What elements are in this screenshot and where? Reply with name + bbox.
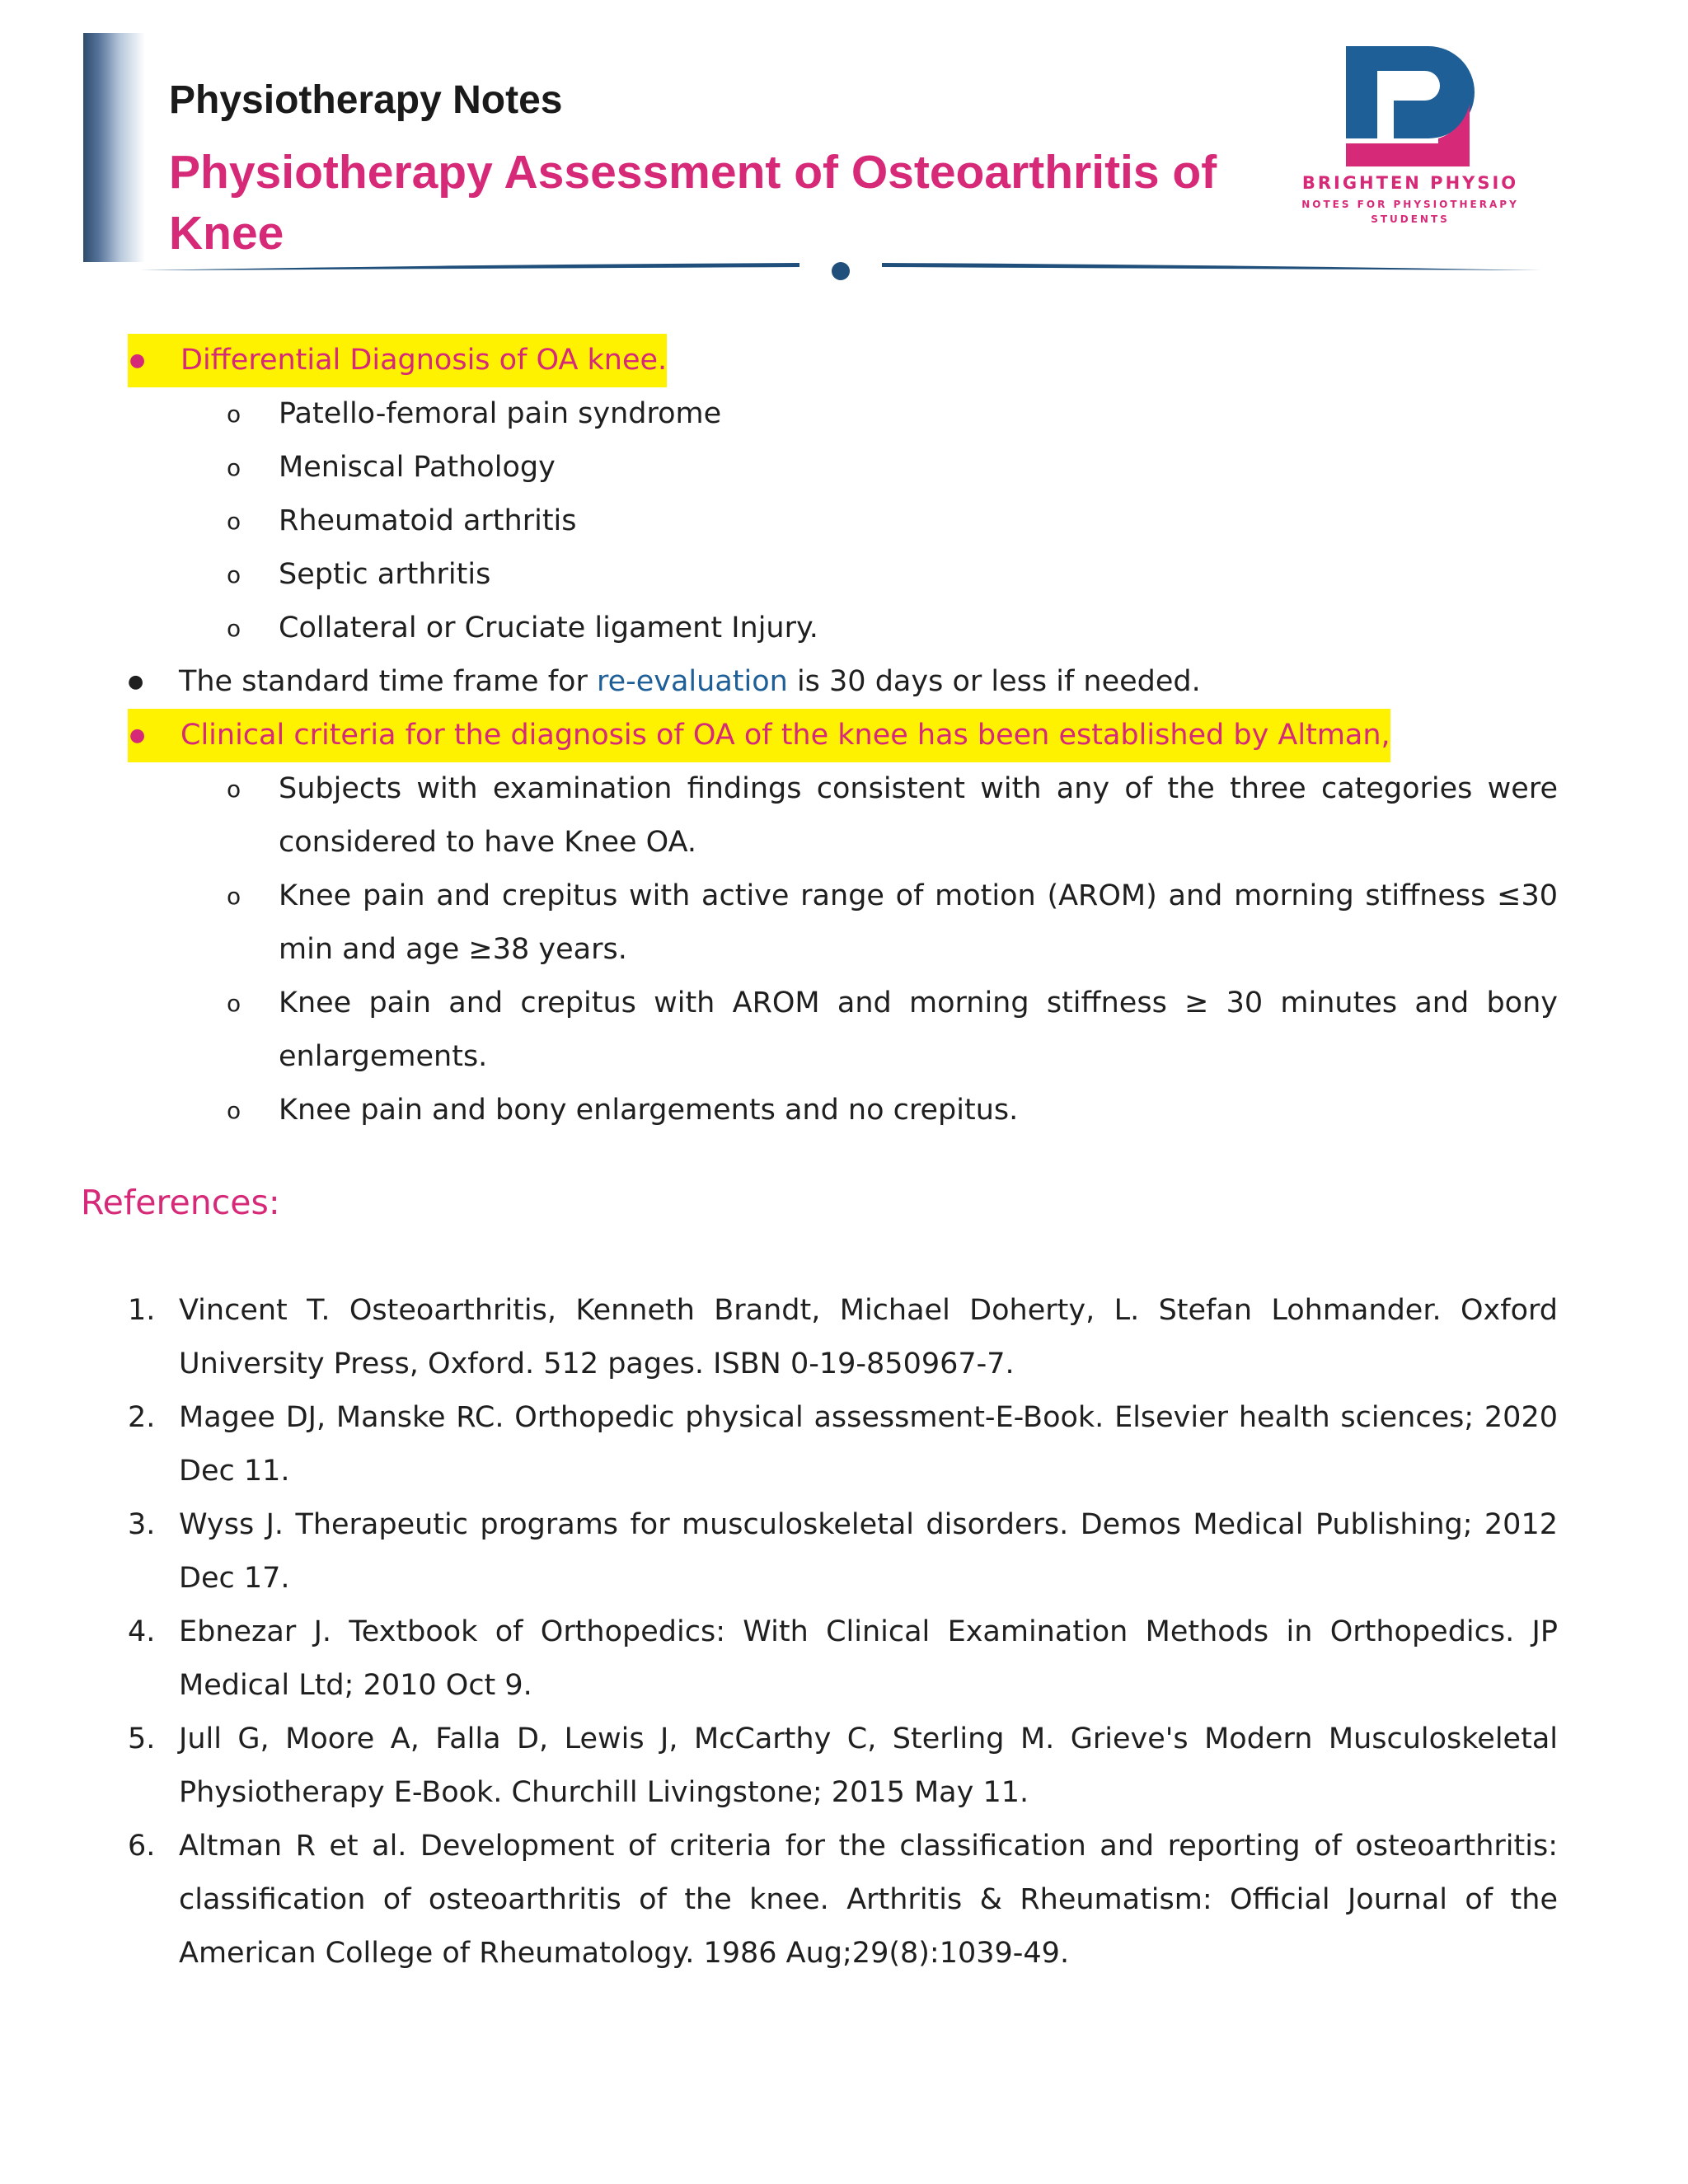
criteria-list: [128, 762, 1558, 1137]
header-divider: [140, 255, 1541, 288]
list-item: o Septic arthritis: [227, 558, 491, 591]
list-item: o Rheumatoid arthritis: [227, 504, 577, 537]
header-subtitle: Physiotherapy Notes: [169, 78, 563, 122]
reevaluation-link[interactable]: re-evaluation: [596, 665, 788, 698]
main-content: [128, 334, 1558, 1137]
ddx-list: [128, 387, 1558, 655]
page-title: Physiotherapy Assessment of Osteoarthritis of Knee: [169, 146, 1217, 260]
brand-logo: [1282, 46, 1538, 236]
list-item: o Patello-femoral pain syndrome: [227, 397, 722, 430]
reference-item: 6. Altman R et al. Development of criteria for the classification and reporting of osteoarthritis: classification of osteoarthritis of the knee. Arthritis & Rheumatism: Official Journal of the American College of Rheumatology. 1986 Aug;29(8):1039-49.: [128, 1830, 1558, 1970]
criteria-heading: Clinical criteria for the diagnosis of OA of the knee has been established by Altman,: [181, 719, 1390, 752]
ddx-heading-row: [128, 334, 1558, 387]
reference-item: 1. Vincent T. Osteoarthritis, Kenneth Brandt, Michael Doherty, L. Stefan Lohmander. Oxford University Press, Oxford. 512 pages. ISBN 0-19-850967-7.: [128, 1294, 1558, 1380]
list-item: o Knee pain and crepitus with active range of motion (AROM) and morning stiffness ≤30 min and age ≥38 years.: [227, 879, 1558, 966]
bullet-dot: ●: [129, 350, 146, 371]
reference-item: 3. Wyss J. Therapeutic programs for musculoskeletal disorders. Demos Medical Publishing; 2012 Dec 17.: [128, 1508, 1558, 1595]
reference-item: 2. Magee DJ, Manske RC. Orthopedic physical assessment-E-Book. Elsevier health sciences; 2020 Dec 11.: [128, 1401, 1558, 1488]
header-accent-bar: [83, 33, 145, 262]
brand-logo-name: BRIGHTEN PHYSIO: [1301, 173, 1519, 193]
list-item: o Knee pain and crepitus with AROM and morning stiffness ≥ 30 minutes and bony enlargements.: [227, 987, 1558, 1073]
ddx-heading: Differential Diagnosis of OA knee.: [181, 344, 668, 377]
reference-item: 4. Ebnezar J. Textbook of Orthopedics: With Clinical Examination Methods in Orthopedics. JP Medical Ltd; 2010 Oct 9.: [128, 1615, 1558, 1702]
references-list: [128, 1284, 1558, 1980]
brand-logo-tagline: NOTES FOR PHYSIOTHERAPY STUDENTS: [1301, 199, 1519, 225]
list-item: o Knee pain and bony enlargements and no crepitus.: [227, 1094, 1019, 1127]
brand-logo-icon: [1346, 46, 1475, 166]
list-item: o Subjects with examination findings consistent with any of the three categories were considered to have Knee OA.: [227, 772, 1558, 859]
criteria-heading-row: [128, 709, 1558, 762]
list-item: o Collateral or Cruciate ligament Injury.: [227, 612, 818, 644]
list-item: o Meniscal Pathology: [227, 451, 556, 484]
reevaluation-note: ● The standard time frame for re-evaluation is 30 days or less if needed.: [128, 665, 1201, 698]
references-heading: References:: [81, 1183, 280, 1222]
reference-item: 5. Jull G, Moore A, Falla D, Lewis J, McCarthy C, Sterling M. Grieve's Modern Musculoskeletal Physiotherapy E-Book. Churchill Livingstone; 2015 May 11.: [128, 1722, 1558, 1809]
bullet-dot: ●: [129, 725, 146, 746]
